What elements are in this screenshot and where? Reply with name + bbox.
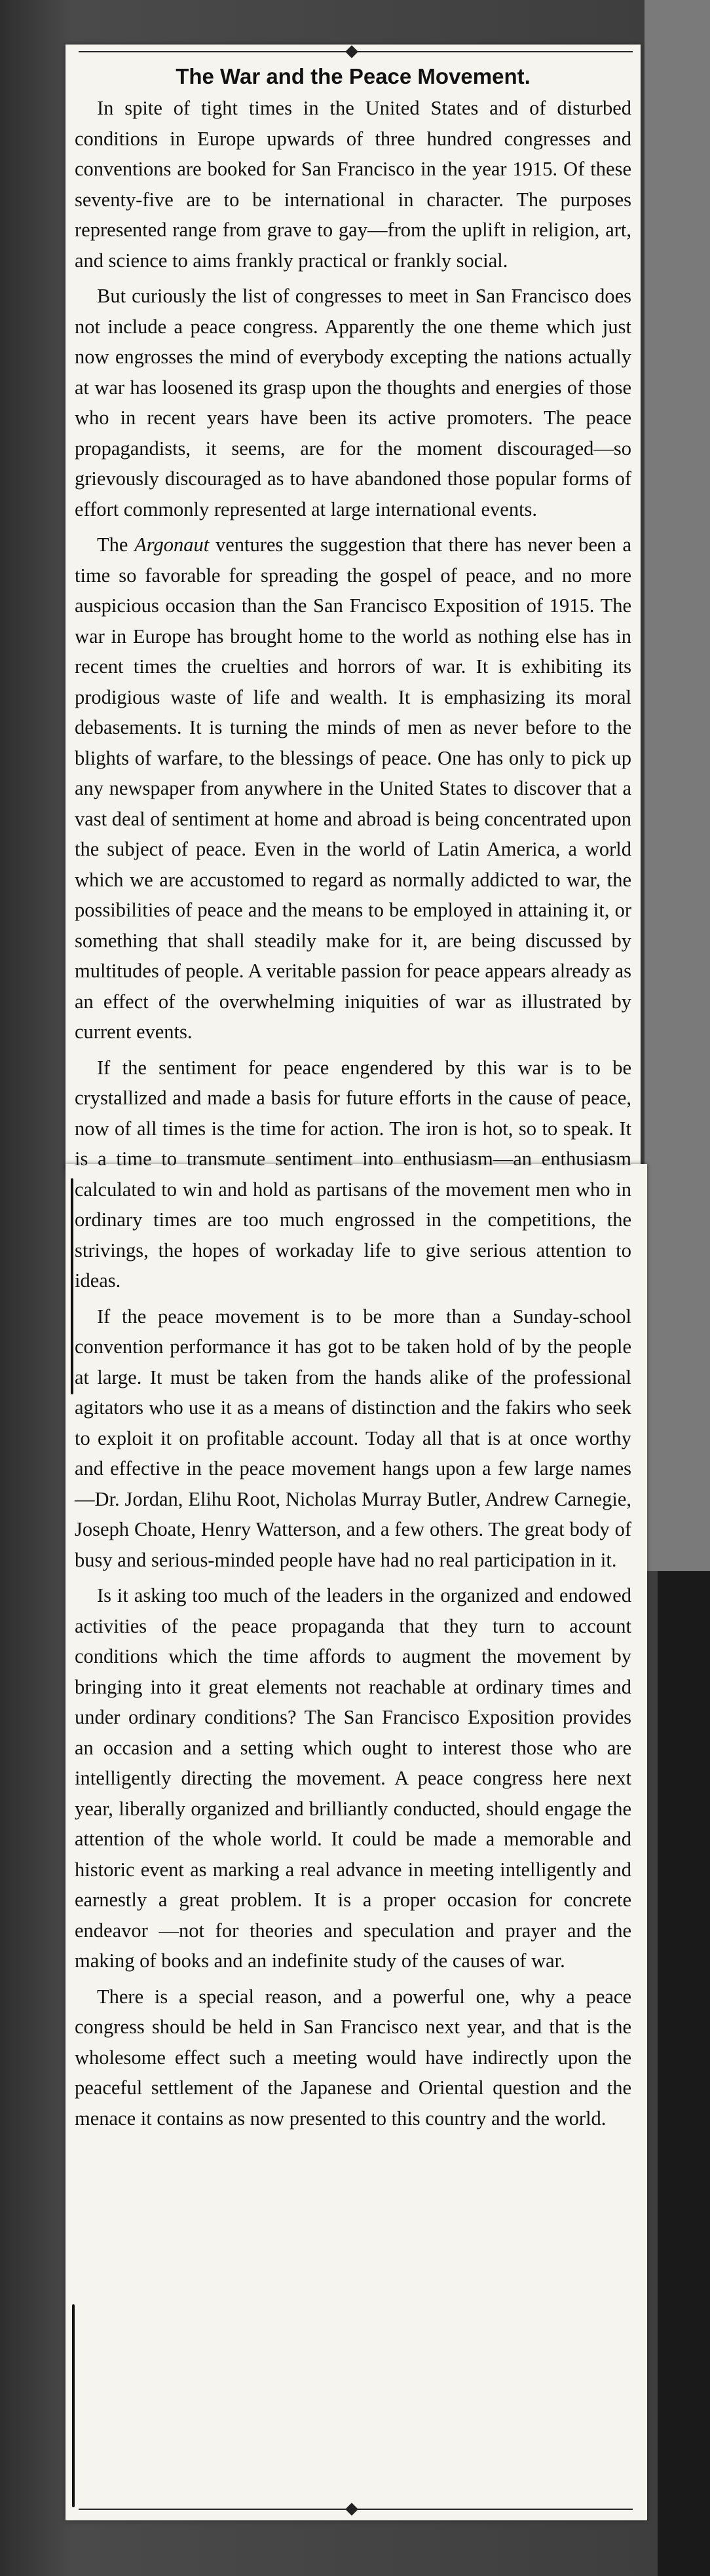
scan-margin-lower xyxy=(658,1571,710,2576)
margin-bracket-mark xyxy=(71,1178,73,1394)
publication-name: Argonaut xyxy=(134,534,210,556)
paragraph-6 xyxy=(75,1580,631,1976)
paragraph-text: But curiously the list of congresses to meet in San Francisco does not include a peace congress. Apparently the one theme which just now engrosses the mind of everybody excepting the nations actually at war has loosened its grasp upon the thoughts and energies of those who in recent years have been its active promoters. The peace propagandists, it seems, are for the moment discouraged—so grievously discouraged as to have abandoned those popular forms of effort commonly represented at large international events. xyxy=(75,285,631,520)
paragraph-text: There is a special reason, and a powerful one, why a peace congress should be held in San Francisco next year, and that is the wholesome effect such a meeting would have indirectly upon the peaceful settlement of the Japanese and Oriental question and the menace it contains as now presented to this country and the world. xyxy=(75,1985,631,2130)
scan-margin-upper xyxy=(645,0,710,1571)
article-title: The War and the Peace Movement. xyxy=(176,64,531,88)
paragraph-text: ventures the suggestion that there has never been a time so favorable for spreading the gospel of peace, and no more auspicious occasion than the San Francisco Exposition of 1915. The war in Europe has brought home to the world as nothing else has in recent times the cruelties and horrors of war. It is exhibiting its prodigious waste of life and wealth. It is emphasizing its moral debasements. It is turning the minds of men as never before to the blights of warfare, to the blessings of peace. One has only to pick up any newspaper from anywhere in the United States to discover that a vast deal of sentiment at home and abroad is being concentrated upon the subject of peace. Even in the world of Latin America, a world which we are accustomed to regard as normally addicted to war, the possibilities of peace and the means to be employed in attaining it, or something that shall steadily make for it, are being discussed by multitudes of people. A veritable passion for peace appears already as an effect of the overwhelming iniquities of war as illustrated by current events. xyxy=(75,534,631,1043)
paragraph-3 xyxy=(75,530,631,1047)
paragraph-1 xyxy=(75,93,631,276)
paragraph-5 xyxy=(75,1301,631,1576)
paragraph-2 xyxy=(75,281,631,524)
paragraph-4 xyxy=(75,1053,631,1296)
paragraph-7 xyxy=(75,1982,631,2134)
paragraph-text: If the sentiment for peace engendered by this war is to be crystallized and made a basis for future efforts in the cause of peace, now of all times is the time for action. The iron is hot, so to speak. It is a time to transmute sentiment into enthusiasm—an enthusiasm calculated to win and hold as partisans of the movement men who in ordinary times are too much engrossed in the competitions, the strivings, the hopes of workaday life to give serious attention to ideas. xyxy=(75,1056,631,1292)
margin-bracket-mark xyxy=(72,2304,75,2507)
paragraph-text: If the peace movement is to be more than a Sunday-school convention performance it has got to be taken hold of by the people at large. It must be taken from the hands alike of the professional agitators who use it as a means of distinction and the fakirs who seek to exploit it on profitable account. Today all that is at once worthy and effective in the peace movement hangs upon a few large names—Dr. Jordan, Elihu Root, Nicholas Murray Butler, Andrew Carnegie, Joseph Choate, Henry Watterson, and a few others. The great body of busy and serious-minded people have had no real participation in it. xyxy=(75,1305,631,1571)
paragraph-text: In spite of tight times in the United States and of disturbed conditions in Europe upwards of three hundred congresses and conventions are booked for San Francisco in the year 1915. Of these seventy-five are to be international in character. The purposes represented range from grave to gay—from the uplift in religion, art, and science to aims frankly practical or frankly social. xyxy=(75,97,631,272)
article-body xyxy=(75,62,631,2133)
paragraph-text: Is it asking too much of the leaders in the organized and endowed activities of the peace propaganda that they turn to account conditions which the time affords to augment the movement by bringing into it great elements not reachable at ordinary times and under ordinary conditions? The San Francisco Exposition provides an occasion and a setting which ought to interest those who are intelligently directing the movement. A peace congress here next year, liberally organized and brilliantly conducted, should engage the attention of the whole world. It could be made a memorable and historic event as marking a real advance in meeting intelligently and earnestly a great problem. It is a proper occasion for concrete endeavor —not for theories and speculation and prayer and the making of books and an indefinite study of the causes of war. xyxy=(75,1584,631,1972)
paragraph-lead: The xyxy=(97,534,135,556)
